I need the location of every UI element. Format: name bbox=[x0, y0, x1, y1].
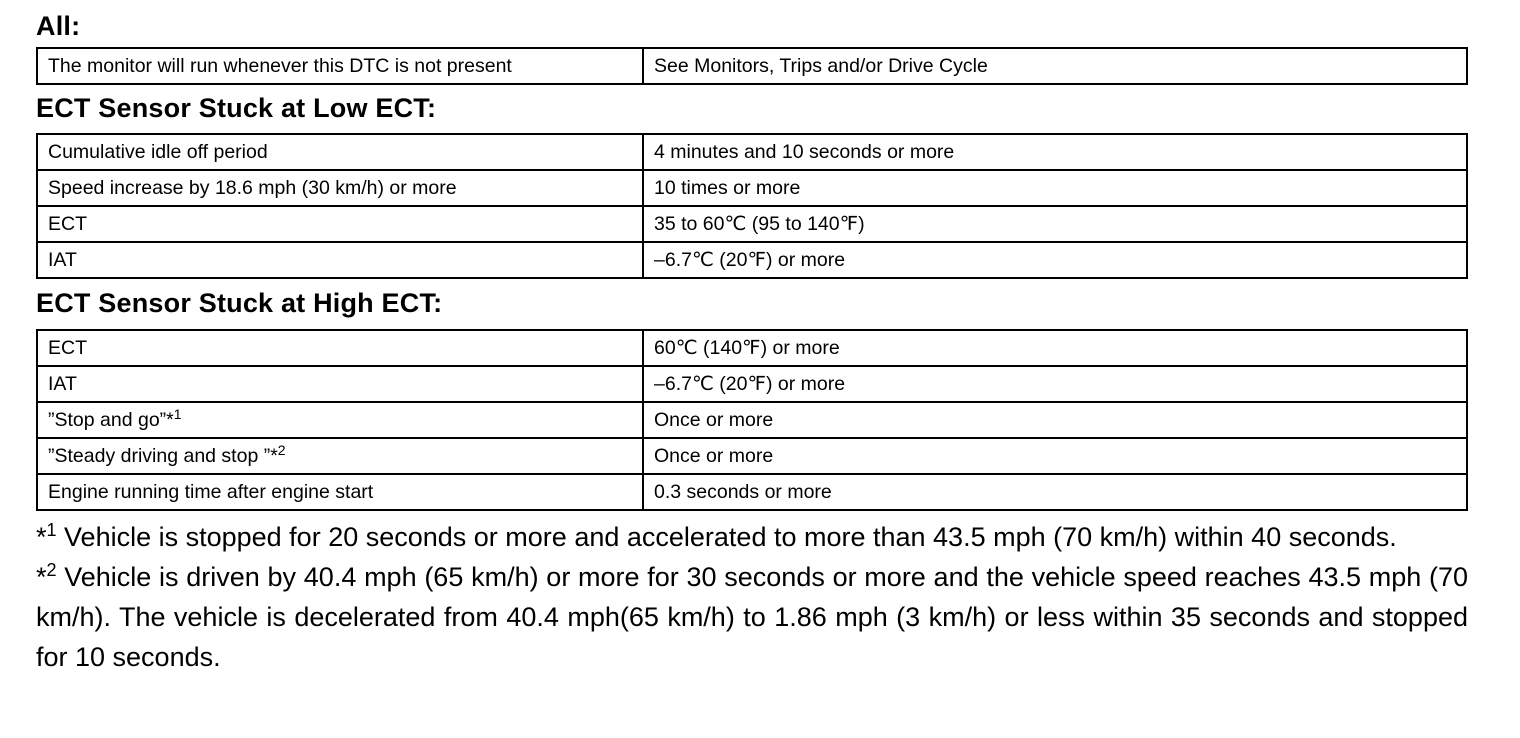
condition-cell bbox=[37, 402, 643, 438]
condition-cell: Speed increase by 18.6 mph (30 km/h) or more bbox=[37, 170, 643, 206]
value-cell: 0.3 seconds or more bbox=[643, 474, 1467, 510]
table-row bbox=[37, 330, 1467, 366]
table-row bbox=[37, 366, 1467, 402]
table-row bbox=[37, 474, 1467, 510]
table-stuck-low-conditions bbox=[36, 133, 1468, 279]
value-cell: 35 to 60℃ (95 to 140℉) bbox=[643, 206, 1467, 242]
condition-cell: IAT bbox=[37, 242, 643, 278]
condition-cell: The monitor will run whenever this DTC is not present bbox=[37, 48, 643, 84]
value-cell: –6.7℃ (20℉) or more bbox=[643, 366, 1467, 402]
condition-cell: Cumulative idle off period bbox=[37, 134, 643, 170]
condition-cell: ECT bbox=[37, 330, 643, 366]
section-heading-stuck-low: ECT Sensor Stuck at Low ECT: bbox=[36, 93, 437, 123]
table-row bbox=[37, 242, 1467, 278]
footnote-1 bbox=[36, 517, 1468, 557]
footnote-marker: * bbox=[36, 562, 47, 592]
table-all-conditions bbox=[36, 47, 1468, 85]
section-heading-all: All: bbox=[36, 11, 81, 41]
condition-cell: Engine running time after engine start bbox=[37, 474, 643, 510]
value-cell: 4 minutes and 10 seconds or more bbox=[643, 134, 1467, 170]
table-row bbox=[37, 170, 1467, 206]
condition-cell: ECT bbox=[37, 206, 643, 242]
condition-text: ”Steady driving and stop ”* bbox=[48, 444, 278, 467]
value-cell: –6.7℃ (20℉) or more bbox=[643, 242, 1467, 278]
table-row bbox=[37, 48, 1467, 84]
value-cell: 60℃ (140℉) or more bbox=[643, 330, 1467, 366]
table-row bbox=[37, 438, 1467, 474]
footnote-marker: * bbox=[36, 522, 47, 552]
footnote-text: Vehicle is driven by 40.4 mph (65 km/h) or more for 30 seconds or more and the vehicle speed reaches 43.5 mph (70 km/h). The vehicle is decelerated from 40.4 mph(65 km/h) to 1.86 mph (3 km/h) or less within 35 seconds and stopped for 10 seconds. bbox=[36, 562, 1468, 672]
footnote-ref-1: 1 bbox=[173, 405, 182, 422]
condition-text: ”Stop and go”* bbox=[48, 408, 174, 431]
condition-cell bbox=[37, 438, 643, 474]
value-cell: See Monitors, Trips and/or Drive Cycle bbox=[643, 48, 1467, 84]
table-stuck-high-conditions bbox=[36, 329, 1468, 511]
condition-cell: IAT bbox=[37, 366, 643, 402]
footnote-2 bbox=[36, 557, 1468, 677]
table-row bbox=[37, 402, 1467, 438]
table-row bbox=[37, 134, 1467, 170]
value-cell: 10 times or more bbox=[643, 170, 1467, 206]
footnote-marker-number: 1 bbox=[46, 520, 57, 540]
value-cell: Once or more bbox=[643, 438, 1467, 474]
footnote-text: Vehicle is stopped for 20 seconds or more and accelerated to more than 43.5 mph (70 km/h) within 40 seconds. bbox=[56, 522, 1397, 552]
footnotes bbox=[36, 517, 1468, 677]
section-heading-stuck-high: ECT Sensor Stuck at High ECT: bbox=[36, 288, 443, 318]
footnote-ref-2: 2 bbox=[277, 441, 286, 458]
footnote-marker-number: 2 bbox=[46, 560, 57, 580]
value-cell: Once or more bbox=[643, 402, 1467, 438]
table-row bbox=[37, 206, 1467, 242]
document-page bbox=[36, 6, 1468, 677]
